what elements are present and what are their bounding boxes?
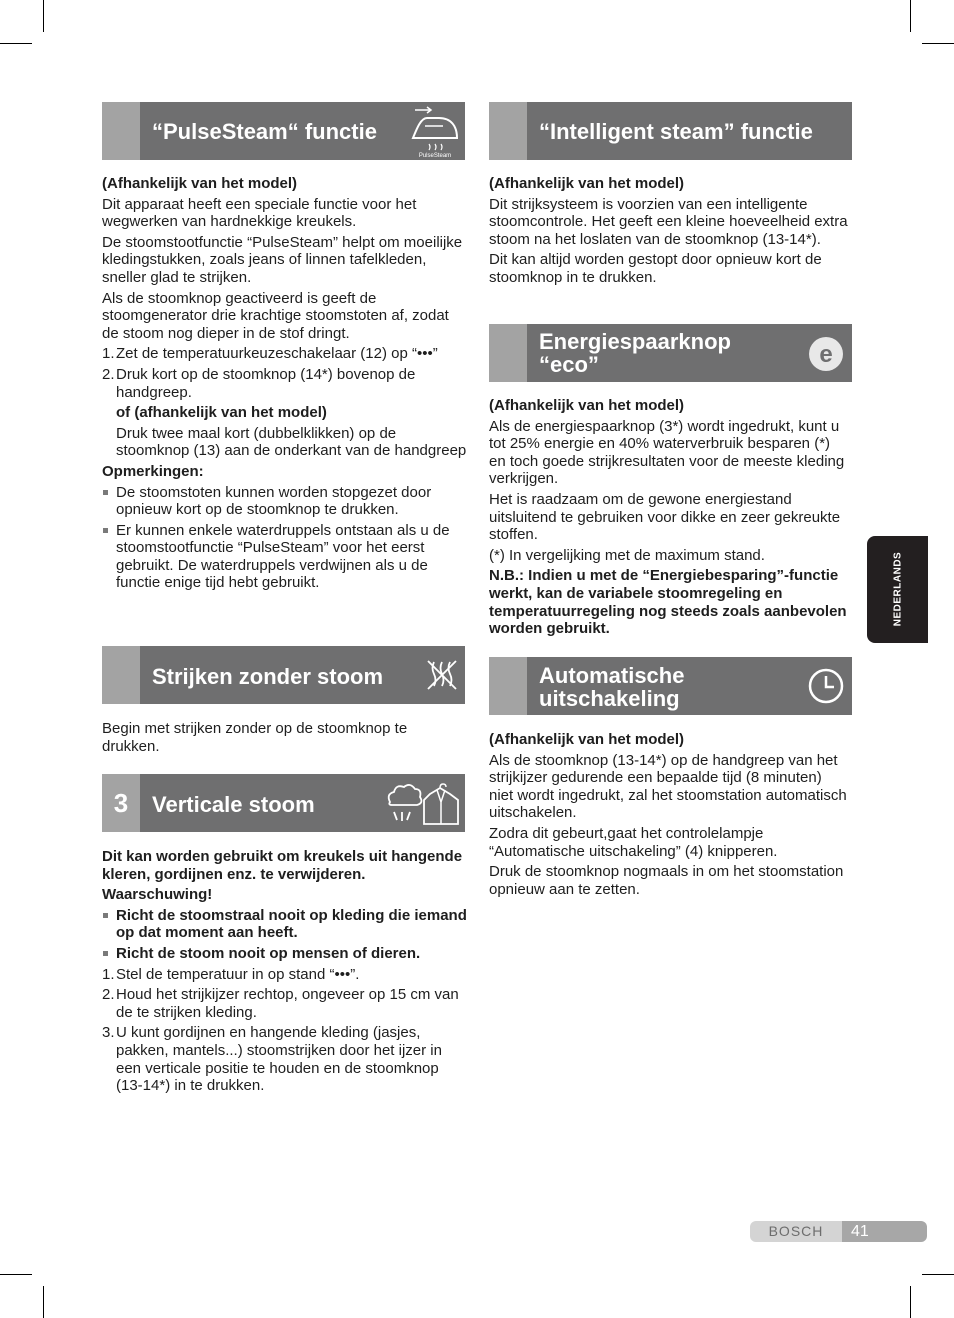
section-number: 3 [113, 788, 129, 818]
remarks-title: Opmerkingen: [102, 462, 204, 480]
crop-mark [922, 43, 954, 44]
header-tab [489, 324, 527, 382]
numbered-step: 3. U kunt gordijnen en hangende kleding (jasjes, pakken, mantels...) stoomstrijken door het ijzer in een verticale positie te houden en de stoomknop (13-14*) in te drukken. [102, 1024, 442, 1095]
paragraph: Als de energiespaarknop (3*) wordt ingedrukt, kunt u tot 25% energie en 40% waterverbruik besparen (*) en toch goede strijkresultaten voor de meeste kleding verkrijgen. [489, 417, 845, 488]
bullet-item: Richt de stoomstraal nooit op kleding die iemand op dat moment aan heeft. [102, 907, 468, 942]
clock-icon [807, 667, 845, 705]
crop-mark [910, 0, 911, 32]
intelligent-steam-body [489, 175, 849, 290]
numbered-step: 1. Zet de temperatuurkeuzeschakelaar (12) op “•••” [102, 345, 438, 363]
crop-mark [922, 1274, 954, 1275]
paragraph: Dit kan worden gebruikt om kreukels uit hangende kleren, gordijnen enz. te verwijderen. [102, 848, 463, 883]
no-steam-icon [426, 658, 458, 692]
eco-e-icon [807, 335, 845, 373]
eco-header [489, 324, 852, 382]
eco-body [489, 397, 849, 641]
pulsesteam-iron-icon [407, 104, 463, 158]
paragraph: Dit kan altijd worden gestopt door opnieuw kort de stoomknop in te drukken. [489, 251, 822, 286]
crop-mark [0, 43, 32, 44]
section-title: Verticale stoom [152, 792, 315, 817]
section-title [539, 664, 684, 710]
paragraph: (*) In vergelijking met de maximum stand. [489, 546, 765, 564]
auto-off-body [489, 731, 849, 901]
paragraph: Begin met strijken zonder op de stoomknop te drukken. [102, 720, 408, 755]
auto-off-header [489, 657, 852, 715]
numbered-step: 2. Houd het strijkijzer rechtop, ongeveer op 15 cm van de te strijken kleding. [102, 986, 459, 1021]
language-label: NEDERLANDS [892, 551, 904, 627]
crop-mark [910, 1286, 911, 1318]
bullet-item: De stoomstoten kunnen worden stopgezet door opnieuw kort op de stoomknop te drukken. [102, 484, 468, 519]
page-number: 41 [851, 1223, 869, 1240]
eco-letter: e [819, 341, 833, 368]
model-note: (Afhankelijk van het model) [102, 175, 298, 192]
crop-mark [43, 0, 44, 32]
paragraph: De stoomstootfunctie “PulseSteam” helpt om moeilijke kledingstukken, zoals jeans of linnen tafelkleden, sneller glad te strijken. [102, 233, 463, 286]
vertical-steam-body [102, 848, 468, 1098]
crop-mark [0, 1274, 32, 1275]
paragraph: Het is raadzaam om de gewone energiestand uitsluitend te gebruiken voor dikke en zeer gekreukte stoffen. [489, 490, 841, 544]
title-line: “eco” [539, 352, 599, 377]
paragraph: Dit apparaat heeft een speciale functie voor het wegwerken van hardnekkige kreukels. [102, 195, 417, 231]
paragraph: Zodra dit gebeurt,gaat het controlelampje “Automatische uitschakeling” (4) knipperen. [489, 824, 778, 860]
paragraph: Druk twee maal kort (dubbelklikken) op de stoomknop (13) aan de onderkant van de handgreep [116, 424, 467, 460]
header-tab [102, 646, 140, 704]
intelligent-steam-header [489, 102, 852, 160]
model-note: (Afhankelijk van het model) [489, 175, 685, 192]
brand-label: BOSCH [750, 1221, 842, 1242]
vertical-steam-garment-icon [384, 782, 462, 826]
paragraph: Druk de stoomknop nogmaals in om het stoomstation opnieuw aan te zetten. [489, 863, 844, 898]
no-steam-body [102, 720, 468, 758]
section-title: “PulseSteam“ functie [152, 119, 377, 144]
header-tab [489, 102, 527, 160]
warning-title: Waarschuwing! [102, 886, 213, 904]
header-tab [102, 774, 140, 832]
note-paragraph: N.B.: Indien u met de “Energiebesparing”-functie werkt, kan de variabele stoomregeling en temperatuurregeling nog steeds zoals aanbevolen worden gebruikt. [489, 567, 847, 638]
title-line: Energiespaarknop [539, 329, 731, 354]
paragraph: Als de stoomknop geactiveerd is geeft de stoomgenerator drie krachtige stoomstoten af, zodat de stoom nog dieper in de stof dringt. [102, 289, 449, 342]
no-steam-header [102, 646, 465, 704]
header-tab [102, 102, 140, 160]
section-title [539, 330, 731, 376]
paragraph: Als de stoomknop (13-14*) op de handgreep van het strijkijzer gedurende een bepaalde tijd (8 minuten) niet wordt ingedrukt, zal het stoomstation automatisch uitschakelen. [489, 751, 847, 822]
language-tab [867, 536, 928, 643]
crop-mark [43, 1286, 44, 1318]
bullet-item: Er kunnen enkele waterdruppels ontstaan als u de stoomstootfunctie “PulseSteam” voor het eerst gebruikt. De waterdruppels verdwijnen als u de functie enige tijd hebt gebruikt. [102, 522, 468, 592]
pulsesteam-body [102, 175, 468, 595]
header-tab [489, 657, 527, 715]
title-line: Automatische [539, 663, 685, 688]
paragraph: Dit strijksysteem is voorzien van een intelligente stoomcontrole. Het geeft een kleine hoeveelheid extra stoom na het loslaten van de stoomknop (13-14*). [489, 195, 848, 248]
pulsesteam-header [102, 102, 465, 160]
title-line: uitschakeling [539, 686, 680, 711]
vertical-steam-header [102, 774, 465, 832]
icon-caption: PulseSteam [418, 153, 452, 158]
bullet-item: Richt de stoom nooit op mensen of dieren. [102, 945, 468, 963]
page-number-bar [842, 1221, 927, 1242]
model-note: (Afhankelijk van het model) [489, 731, 685, 748]
numbered-step: 2. Druk kort op de stoomknop (14*) bovenop de handgreep. [102, 365, 416, 401]
alt-model-note: of (afhankelijk van het model) [116, 404, 327, 422]
section-title: Strijken zonder stoom [152, 664, 384, 689]
numbered-step: 1. Stel de temperatuur in op stand “•••”. [102, 965, 360, 983]
model-note: (Afhankelijk van het model) [489, 397, 685, 414]
section-title: “Intelligent steam” functie [539, 119, 813, 144]
